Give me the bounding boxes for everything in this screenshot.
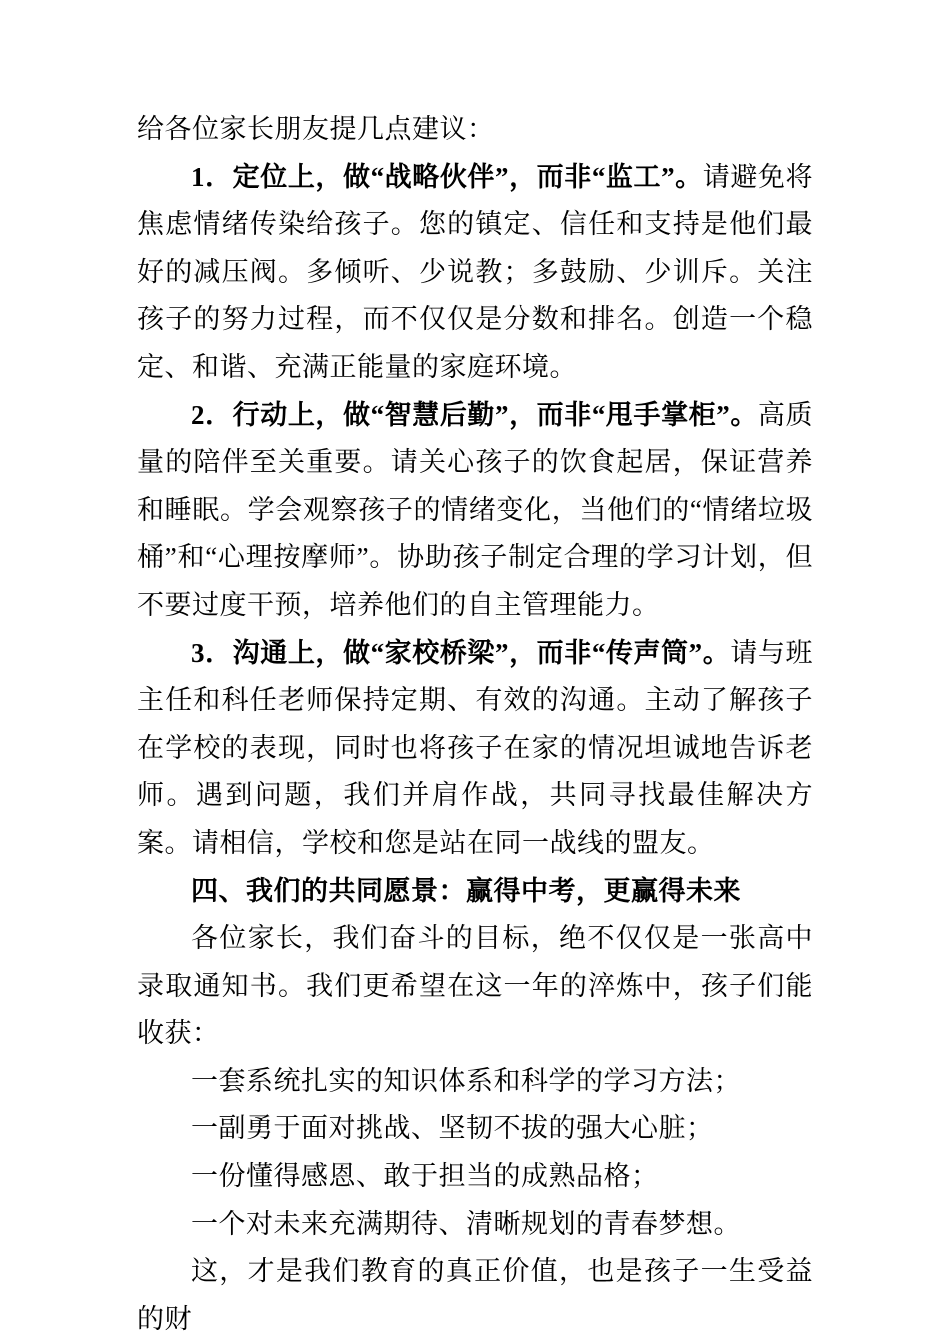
document-body: [137, 106, 813, 1343]
advice-point-1: [137, 154, 813, 392]
section-4-heading: [137, 868, 813, 916]
advice-point-3-lead: 3．沟通上，做“家校桥梁”，而非“传声筒”。: [191, 637, 731, 668]
text-run: 各位家长，我们奋斗的目标，绝不仅仅是一张高中录取通知书。我们更希望在这一年的淬炼中，孩子们能收获：: [137, 923, 813, 1049]
text-run: 给各位家长朋友提几点建议：: [137, 114, 495, 144]
gain-item-2: [137, 1105, 813, 1153]
section-4-heading-text: 四、我们的共同愿景：赢得中考，更赢得未来: [191, 875, 741, 906]
advice-point-2-lead: 2．行动上，做“智慧后勤”，而非“甩手掌柜”。: [191, 399, 758, 430]
text-run: 一副勇于面对挑战、坚韧不拔的强大心脏；: [191, 1113, 714, 1144]
gain-item-3: [137, 1153, 813, 1201]
advice-point-1-lead: 1．定位上，做“战略伙伴”，而非“监工”。: [191, 161, 703, 192]
advice-point-2: [137, 392, 813, 630]
advice-point-1-body: 请避免将焦虑情绪传染给孩子。您的镇定、信任和支持是他们最好的减压阀。多倾听、少说教；多鼓励、少训斥。关注孩子的努力过程，而不仅仅是分数和排名。创造一个稳定、和谐、充满正能量的家庭环境。: [137, 161, 813, 382]
text-run: 一个对未来充满期待、清晰规划的青春梦想。: [191, 1208, 741, 1239]
text-run: 一套系统扎实的知识体系和科学的学习方法；: [191, 1065, 741, 1096]
gain-item-1: [137, 1058, 813, 1106]
closing-line-truncated: [137, 1248, 813, 1343]
intro-continuation-line: [137, 106, 813, 154]
advice-point-3: [137, 630, 813, 868]
text-run: 这，才是我们教育的真正价值，也是孩子一生受益的财: [137, 1256, 813, 1334]
advice-point-3-body: 请与班主任和科任老师保持定期、有效的沟通。主动了解孩子在学校的表现，同时也将孩子在家的情况坦诚地告诉老师。遇到问题，我们并肩作战，共同寻找最佳解决方案。请相信，学校和您是站在同一战线的盟友。: [137, 637, 814, 858]
advice-point-2-body: 高质量的陪伴至关重要。请关心孩子的饮食起居，保证营养和睡眠。学会观察孩子的情绪变化，当他们的“情绪垃圾桶”和“心理按摩师”。协助孩子制定合理的学习计划，但不要过度干预，培养他们的自主管理能力。: [137, 399, 814, 620]
vision-intro: [137, 915, 813, 1058]
text-run: 一份懂得感恩、敢于担当的成熟品格；: [191, 1161, 659, 1192]
gain-item-4: [137, 1201, 813, 1249]
